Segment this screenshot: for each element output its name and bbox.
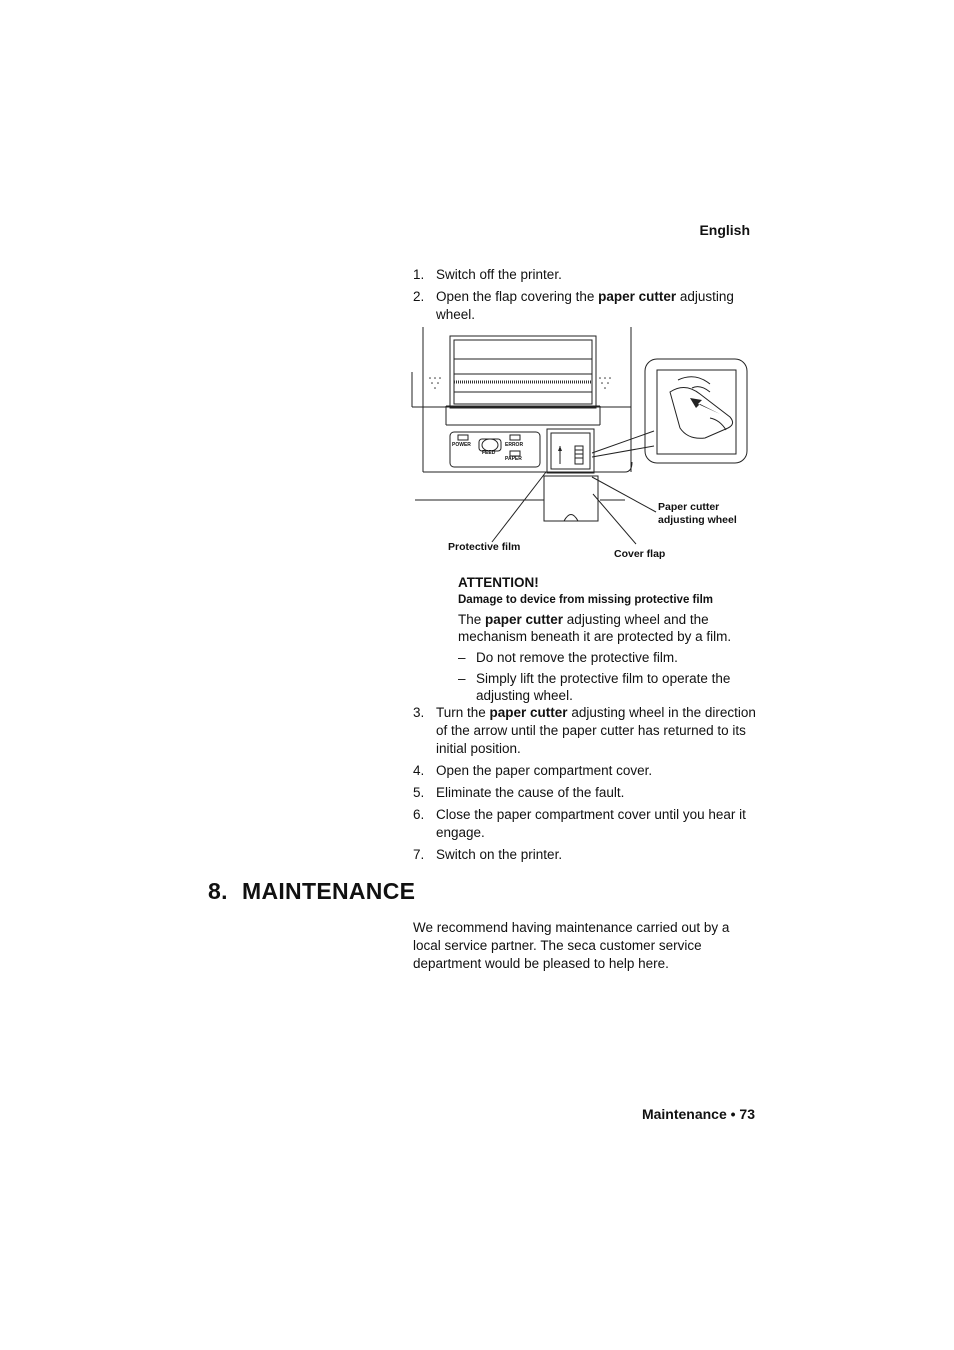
power-label: POWER xyxy=(452,442,471,448)
list-item: – Simply lift the protective film to operate the adjusting wheel. xyxy=(458,671,731,703)
attention-body: The paper cutter adjusting wheel and the mechanism beneath it are protected by a film. xyxy=(458,612,732,644)
step-number: 4. xyxy=(413,763,425,778)
paper-cutter-wheel-label: Paper cutter adjusting wheel xyxy=(658,501,737,526)
attention-subtitle: Damage to device from missing protective film xyxy=(458,594,713,606)
step-text: Open the flap covering the paper cutter adjusting wheel. xyxy=(436,289,734,322)
error-label: ERROR xyxy=(505,442,524,448)
step-number: 1. xyxy=(413,267,425,282)
list-item xyxy=(413,846,758,864)
list-item xyxy=(413,266,758,284)
step-number: 7. xyxy=(413,847,425,862)
section-number: 8. xyxy=(208,878,228,904)
list-item xyxy=(413,704,758,758)
maintenance-paragraph: We recommend having maintenance carried out by a local service partner. The seca customer service department would be pleased to help here. xyxy=(413,920,730,971)
step-text: Switch on the printer. xyxy=(436,847,563,862)
cover-flap-label: Cover flap xyxy=(614,548,666,560)
step-text: Close the paper compartment cover until you hear it engage. xyxy=(436,807,746,840)
attention-notice xyxy=(458,574,753,704)
step-text: Switch off the printer. xyxy=(436,267,562,282)
paper-label: PAPER xyxy=(505,456,522,462)
list-item xyxy=(413,806,758,842)
step-text: Open the paper compartment cover. xyxy=(436,763,653,778)
feed-label: FEED xyxy=(482,450,496,456)
section-heading xyxy=(208,878,415,905)
steps-list-top xyxy=(413,266,758,328)
step-number: 2. xyxy=(413,289,425,304)
step-number: 5. xyxy=(413,785,425,800)
section-title: MAINTENANCE xyxy=(242,878,416,904)
protective-film-label: Protective film xyxy=(448,541,521,553)
page-footer: Maintenance • 73 xyxy=(641,1106,755,1122)
list-item xyxy=(413,784,758,802)
list-item xyxy=(413,288,758,324)
step-number: 3. xyxy=(413,705,425,720)
step-number: 6. xyxy=(413,807,425,822)
printer-illustration xyxy=(410,322,755,567)
list-item xyxy=(413,762,758,780)
attention-title: ATTENTION! xyxy=(458,575,539,590)
list-item: – Do not remove the protective film. xyxy=(458,650,678,665)
steps-list-bottom xyxy=(413,704,758,868)
step-text: Eliminate the cause of the fault. xyxy=(436,785,625,800)
language-label: English xyxy=(699,222,750,238)
step-text: Turn the paper cutter adjusting wheel in the direction of the arrow until the paper cutter has returned to its initial position. xyxy=(436,705,756,756)
